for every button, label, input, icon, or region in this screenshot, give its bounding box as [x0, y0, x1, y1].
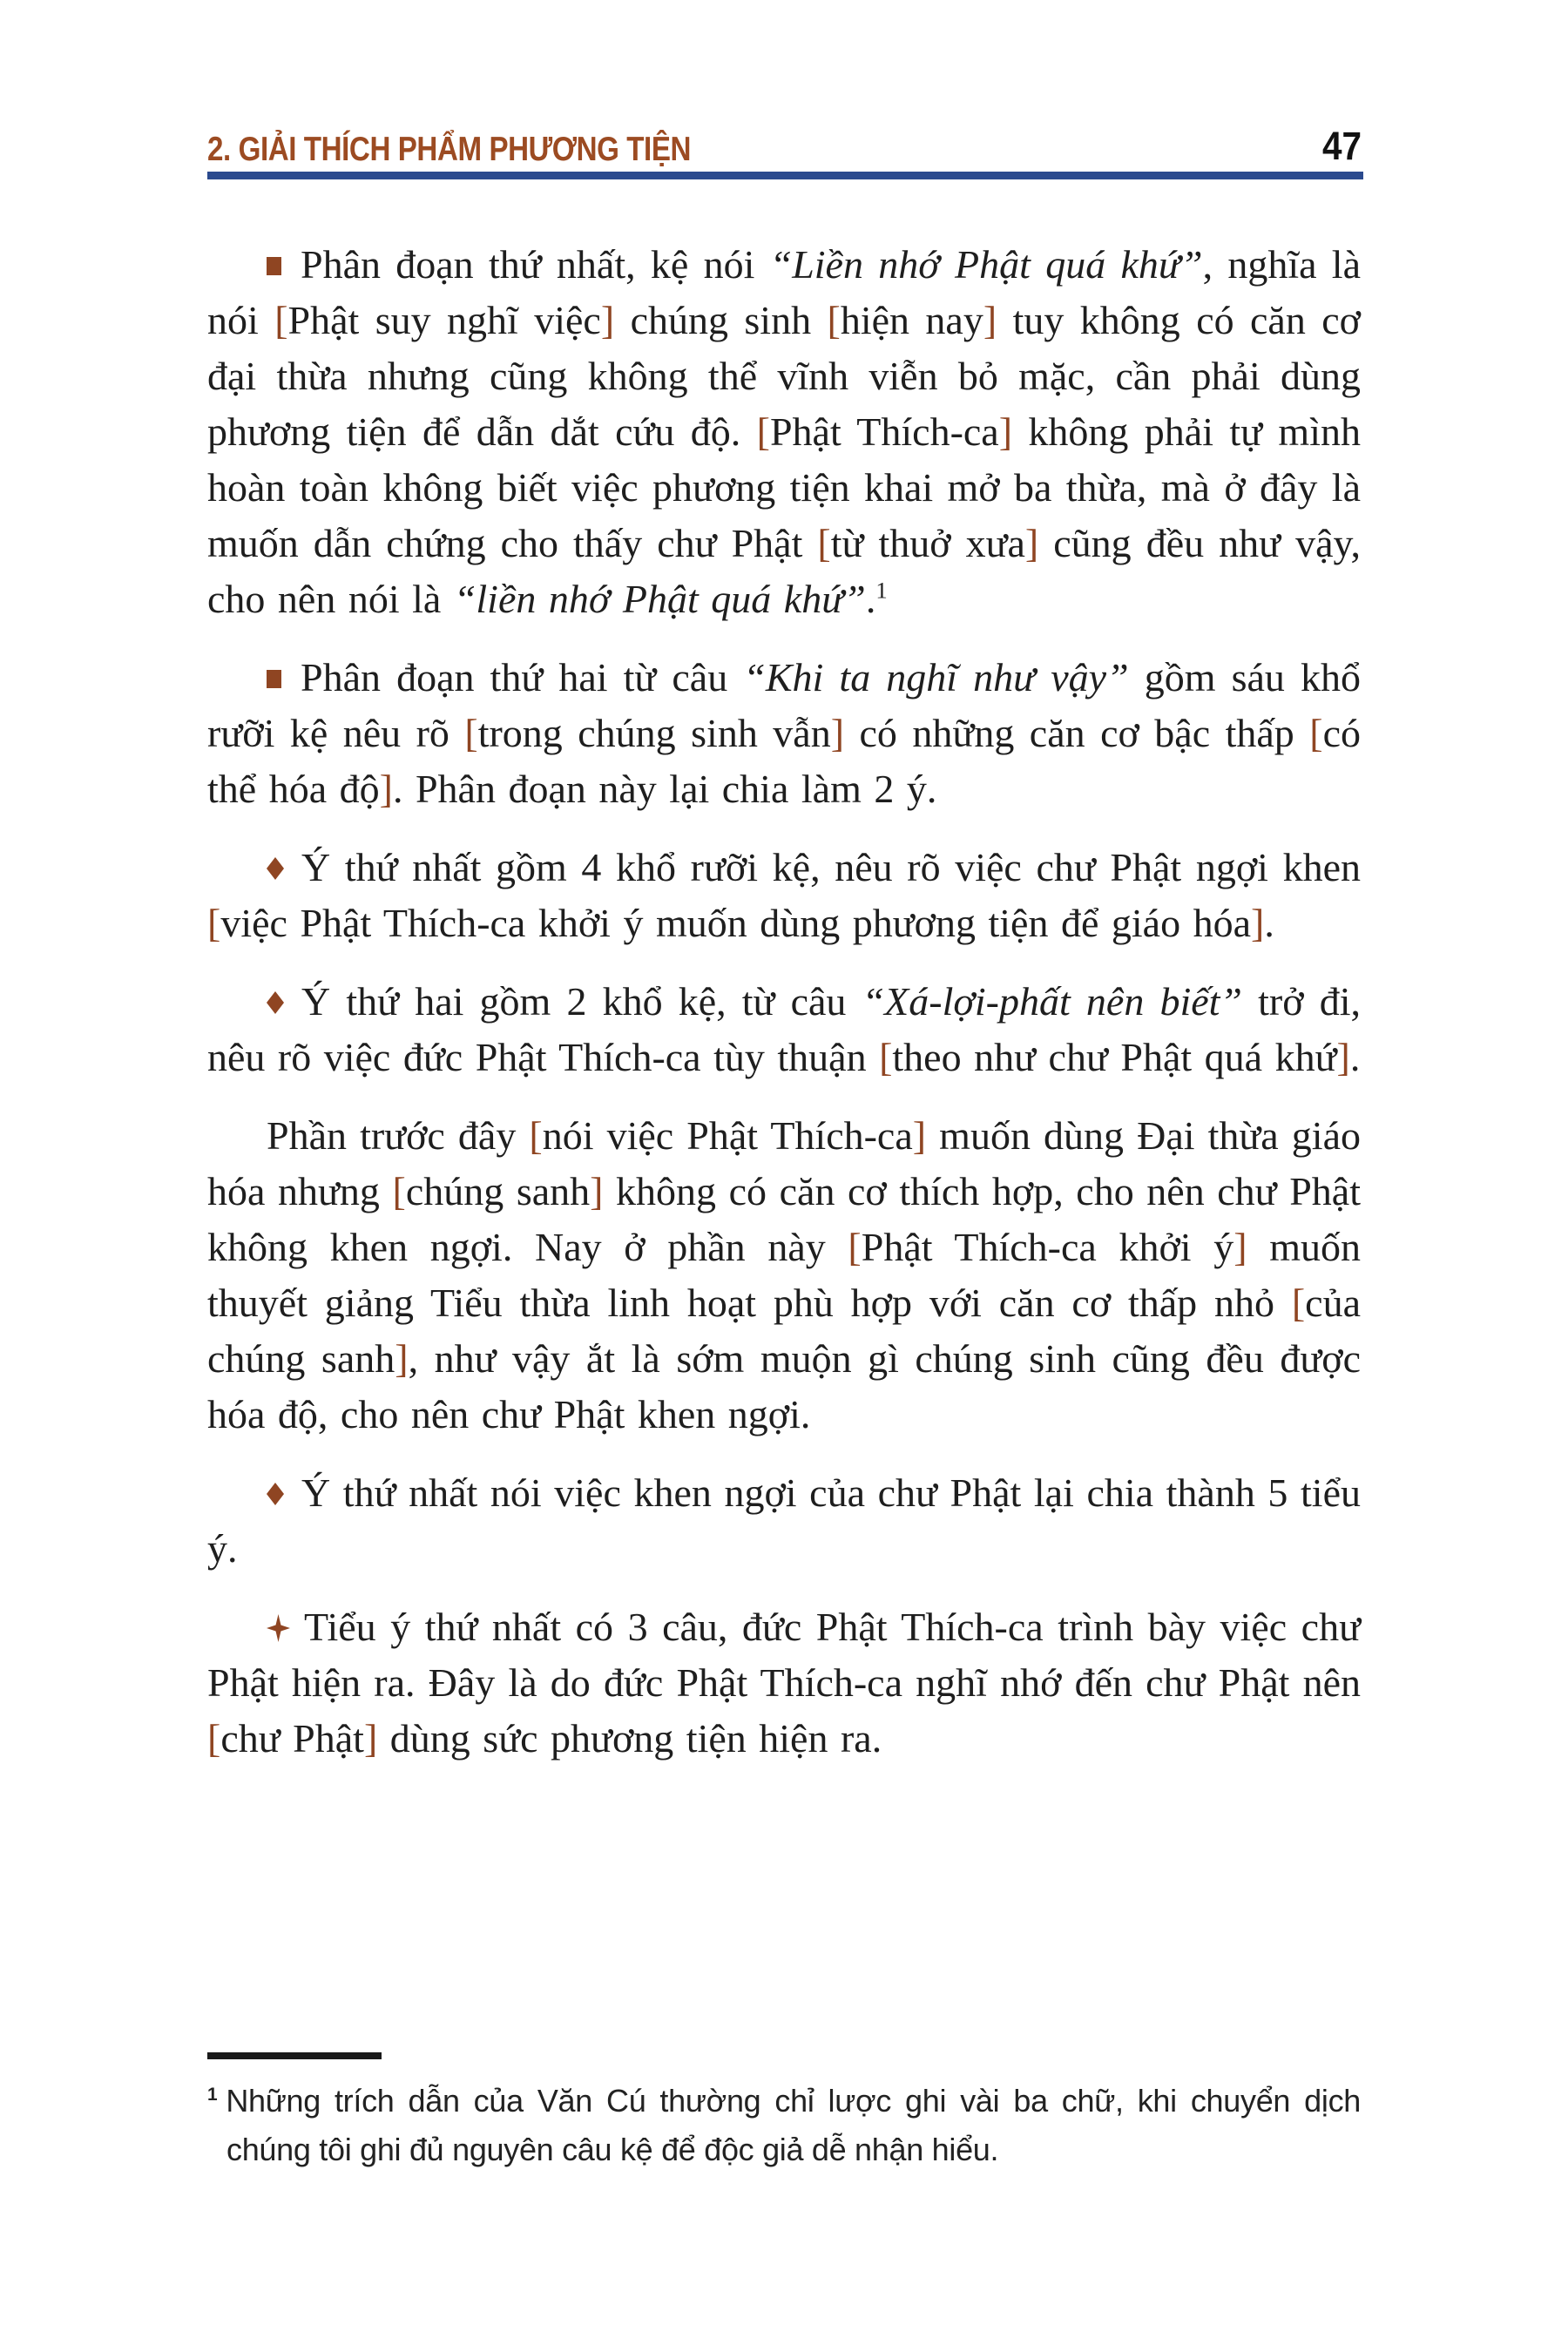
- paragraph-text: dùng sức phương tiện hiện ra.: [377, 1716, 882, 1761]
- paragraph: [207, 1465, 1361, 1577]
- gloss-text: hiện nay: [840, 298, 983, 342]
- gloss-text: Phật Thích-ca: [769, 409, 999, 454]
- open-bracket: [: [207, 1716, 221, 1761]
- paragraph: [207, 650, 1361, 817]
- quoted-verse: “liền nhớ Phật quá khứ”: [453, 577, 866, 621]
- close-bracket: ]: [1251, 901, 1265, 945]
- diamond-bullet-icon: [267, 857, 284, 880]
- bracketed-gloss: [848, 1225, 1247, 1269]
- body-paragraphs: [207, 237, 1361, 1767]
- footnote-separator: [207, 2052, 382, 2059]
- paragraph-text: Phân đoạn thứ nhất, kệ nói: [301, 242, 770, 287]
- gloss-text: việc Phật Thích-ca khởi ý muốn dùng phương tiện để giáo hóa: [220, 901, 1251, 945]
- gloss-text: của chúng sanh: [207, 1281, 1361, 1381]
- open-bracket: [: [848, 1225, 862, 1269]
- bracketed-gloss: [207, 901, 1264, 945]
- paragraph-text: Ý thứ nhất gồm 4 khổ rưỡi kệ, nêu rõ việc chư Phật ngợi khen: [301, 845, 1361, 889]
- close-bracket: ]: [600, 298, 615, 342]
- paragraph-text: Ý thứ nhất nói việc khen ngợi của chư Phật lại chia thành 5 tiểu ý.: [207, 1470, 1361, 1571]
- gloss-text: từ thuở xưa: [830, 521, 1025, 565]
- bracketed-gloss: [757, 409, 1012, 454]
- paragraph-text: Phần trước đây: [267, 1113, 530, 1158]
- paragraph: [207, 237, 1361, 627]
- paragraph-text: cũng đều như vậy, cho nên nói là: [207, 521, 1361, 621]
- paragraph: [207, 840, 1361, 951]
- open-bracket: [: [392, 1169, 406, 1213]
- close-bracket: ]: [983, 298, 997, 342]
- header-rule: [207, 172, 1363, 179]
- paragraph-text: trở đi, nêu rõ việc đức Phật Thích-ca tùy thuận: [207, 979, 1361, 1079]
- paragraph-text: gồm sáu khổ rưỡi kệ nêu rõ: [207, 655, 1361, 755]
- paragraph-text: không có căn cơ thích hợp, cho nên chư Phật không khen ngợi. Nay ở phần này: [207, 1169, 1361, 1269]
- quoted-verse: “Liền nhớ Phật quá khứ”: [769, 242, 1203, 287]
- gloss-text: nói việc Phật Thích-ca: [542, 1113, 913, 1158]
- paragraph-text: chúng sinh: [614, 298, 828, 342]
- bracketed-gloss: [817, 521, 1038, 565]
- gloss-text: trong chúng sinh vẫn: [477, 711, 831, 755]
- open-bracket: [: [529, 1113, 543, 1158]
- open-bracket: [: [756, 409, 770, 454]
- close-bracket: ]: [590, 1169, 604, 1213]
- paragraph-text: có những căn cơ bậc thấp: [844, 711, 1310, 755]
- bracketed-gloss: [828, 298, 997, 342]
- bracketed-gloss: [529, 1113, 926, 1158]
- paragraph: [207, 1599, 1361, 1767]
- bracketed-gloss: [464, 711, 844, 755]
- page-header: [207, 124, 1362, 169]
- paragraph-text: .: [865, 577, 876, 621]
- open-bracket: [: [207, 901, 221, 945]
- open-bracket: [: [464, 711, 478, 755]
- diamond-bullet-icon: [267, 1483, 284, 1505]
- paragraph-text: , nghĩa là nói: [207, 242, 1361, 342]
- paragraph: [207, 1108, 1361, 1443]
- close-bracket: ]: [830, 711, 845, 755]
- page-number: 47: [1321, 124, 1362, 168]
- bracketed-gloss: [393, 1169, 604, 1213]
- square-bullet-icon: [267, 257, 281, 275]
- diamond-bullet-icon: [267, 991, 284, 1014]
- square-bullet-icon: [267, 670, 281, 688]
- open-bracket: [: [274, 298, 288, 342]
- star-bullet-icon: [267, 1614, 290, 1642]
- open-bracket: [: [1309, 711, 1323, 755]
- gloss-text: Phật Thích-ca khởi ý: [861, 1225, 1234, 1269]
- paragraph-text: .: [1349, 1035, 1361, 1079]
- paragraph-text: muốn thuyết giảng Tiểu thừa linh hoạt phù hợp với căn cơ thấp nhỏ: [207, 1225, 1361, 1325]
- close-bracket: ]: [379, 767, 393, 811]
- paragraph-text: muốn dùng Đại thừa giáo hóa nhưng: [207, 1113, 1361, 1213]
- paragraph-text: . Phân đoạn này lại chia làm 2 ý.: [392, 767, 937, 811]
- gloss-text: chúng sanh: [405, 1169, 591, 1213]
- footnote-body: Những trích dẫn của Văn Cú thường chỉ lược ghi vài ba chữ, khi chuyển dịch chúng tôi ghi đủ nguyên câu kệ để độc giả dễ nhận hiểu.: [226, 2083, 1361, 2167]
- paragraph: [207, 974, 1361, 1085]
- footnote-reference: 1: [875, 577, 888, 604]
- quoted-verse: “Xá-lợi-phất nên biết”: [862, 979, 1243, 1024]
- close-bracket: ]: [912, 1113, 927, 1158]
- paragraph-text: , như vậy ắt là sớm muộn gì chúng sinh cũng đều được hóa độ, cho nên chư Phật khen ngợi.: [207, 1336, 1361, 1436]
- close-bracket: ]: [1233, 1225, 1247, 1269]
- paragraph-text: Phân đoạn thứ hai từ câu: [301, 655, 744, 700]
- close-bracket: ]: [1024, 521, 1039, 565]
- paragraph-text: không phải tự mình hoàn toàn không biết việc phương tiện khai mở ba thừa, mà ở đây là muốn dẫn chứng cho thấy chư Phật: [207, 409, 1361, 565]
- open-bracket: [: [879, 1035, 893, 1079]
- open-bracket: [: [817, 521, 831, 565]
- footnote: [207, 2052, 1361, 2174]
- open-bracket: [: [827, 298, 841, 342]
- open-bracket: [: [1291, 1281, 1306, 1325]
- paragraph-text: .: [1264, 901, 1274, 945]
- chapter-title: 2. GIẢI THÍCH PHẨM PHƯƠNG TIỆN: [207, 131, 692, 168]
- paragraph-text: Ý thứ hai gồm 2 khổ kệ, từ câu: [301, 979, 862, 1024]
- close-bracket: ]: [998, 409, 1013, 454]
- close-bracket: ]: [1336, 1035, 1350, 1079]
- footnote-text: [207, 2077, 1361, 2174]
- close-bracket: ]: [395, 1336, 409, 1381]
- bracketed-gloss: [879, 1035, 1350, 1079]
- gloss-text: Phật suy nghĩ việc: [287, 298, 601, 342]
- bracketed-gloss: [274, 298, 614, 342]
- gloss-text: có thể hóa độ: [207, 711, 1361, 811]
- footnote-marker: 1: [207, 2085, 218, 2105]
- gloss-text: chư Phật: [220, 1716, 364, 1761]
- quoted-verse: “Khi ta nghĩ như vậy”: [743, 655, 1129, 700]
- bracketed-gloss: [207, 1716, 377, 1761]
- paragraph-text: tuy không có căn cơ đại thừa nhưng cũng không thể vĩnh viễn bỏ mặc, cần phải dùng phương tiện để dẫn dắt cứu độ.: [207, 298, 1362, 454]
- gloss-text: theo như chư Phật quá khứ: [892, 1035, 1337, 1079]
- close-bracket: ]: [363, 1716, 378, 1761]
- paragraph-text: Tiểu ý thứ nhất có 3 câu, đức Phật Thích-ca trình bày việc chư Phật hiện ra. Đây là do đức Phật Thích-ca nghĩ nhớ đến chư Phật nên: [207, 1605, 1361, 1705]
